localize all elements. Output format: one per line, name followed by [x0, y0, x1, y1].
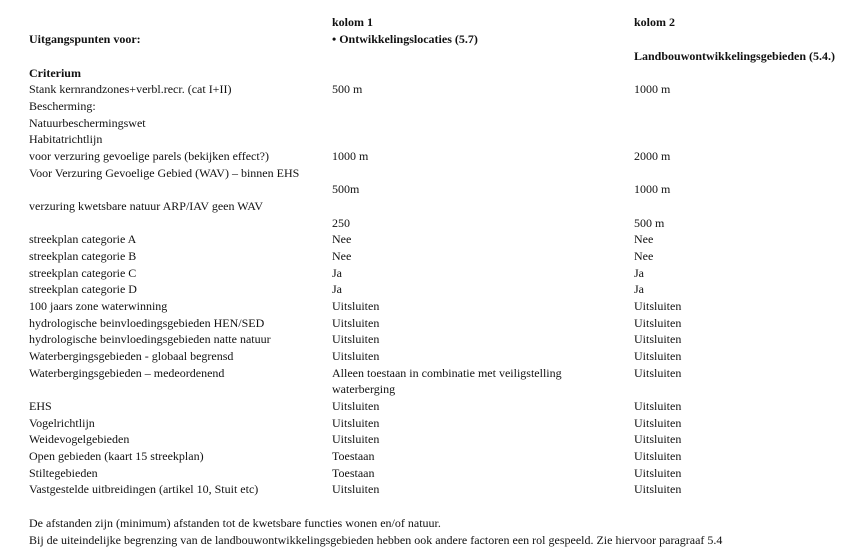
row-label: Stiltegebieden: [29, 466, 98, 480]
row-value-kolom1: Toestaan: [332, 449, 375, 463]
kolom2-heading: kolom 2: [634, 15, 676, 29]
row-value-kolom2: Nee: [634, 249, 654, 263]
row-value-kolom1: Nee: [332, 232, 352, 246]
row-value-kolom1: Uitsluiten: [332, 416, 380, 430]
row-label: Waterbergingsgebieden – medeordenend: [29, 366, 225, 380]
row-value-kolom2: Ja: [634, 266, 644, 280]
row-value-kolom2: Uitsluiten: [634, 399, 682, 413]
row-value-kolom2: Uitsluiten: [634, 349, 682, 363]
row-value-kolom2: Uitsluiten: [634, 299, 682, 313]
row-value-kolom1: Uitsluiten: [332, 332, 380, 346]
row-label: streekplan categorie A: [29, 232, 137, 246]
row-value-kolom1: Alleen toestaan in combinatie met veiligstelling: [332, 366, 562, 380]
row-label: Voor Verzuring Gevoelige Gebied (WAV) – binnen EHS: [29, 166, 300, 180]
row-value-kolom1: Uitsluiten: [332, 349, 380, 363]
row-value-kolom1: waterberging: [332, 382, 396, 396]
footnote: De afstanden zijn (minimum) afstanden tot de kwetsbare functies wonen en/of natuur.: [29, 516, 441, 530]
row-value-kolom1: Ja: [332, 282, 342, 296]
row-label: 100 jaars zone waterwinning: [29, 299, 168, 313]
row-label: Open gebieden (kaart 15 streekplan): [29, 449, 204, 463]
row-label: hydrologische beinvloedingsgebieden HEN/SED: [29, 316, 265, 330]
row-label: streekplan categorie C: [29, 266, 137, 280]
row-value-kolom1: 500 m: [332, 82, 363, 96]
row-value-kolom2: Uitsluiten: [634, 316, 682, 330]
row-value-kolom2: Ja: [634, 282, 644, 296]
row-value-kolom2: Uitsluiten: [634, 482, 682, 496]
row-label: EHS: [29, 399, 52, 413]
row-value-kolom1: Uitsluiten: [332, 482, 380, 496]
row-value-kolom2: Uitsluiten: [634, 466, 682, 480]
row-value-kolom1: Uitsluiten: [332, 316, 380, 330]
row-value-kolom1: Uitsluiten: [332, 299, 380, 313]
row-value-kolom2: Uitsluiten: [634, 332, 682, 346]
row-value-kolom2: 500 m: [634, 216, 665, 230]
row-value-kolom1: Ja: [332, 266, 342, 280]
row-value-kolom1: 1000 m: [332, 149, 369, 163]
row-value-kolom1: Uitsluiten: [332, 399, 380, 413]
row-label: streekplan categorie D: [29, 282, 137, 296]
row-label: Vogelrichtlijn: [29, 416, 95, 430]
row-label: Weidevogelgebieden: [29, 432, 130, 446]
row-label: Natuurbeschermingswet: [29, 116, 146, 130]
row-label: Waterbergingsgebieden - globaal begrensd: [29, 349, 234, 363]
row-value-kolom2: Uitsluiten: [634, 432, 682, 446]
row-label: Habitatrichtlijn: [29, 132, 103, 146]
row-value-kolom2: Uitsluiten: [634, 366, 682, 380]
criterium-heading: Criterium: [29, 66, 81, 80]
footnote: Bij de uiteindelijke begrenzing van de landbouwontwikkelingsgebieden hebben ook andere factoren een rol gespeeld. Zie hiervoor paragraaf 5.4: [29, 533, 723, 547]
kolom1-heading: kolom 1: [332, 15, 374, 29]
row-label: Vastgestelde uitbreidingen (artikel 10, Stuit etc): [29, 482, 259, 496]
row-value-kolom2: Uitsluiten: [634, 449, 682, 463]
row-label: streekplan categorie B: [29, 249, 137, 263]
row-value-kolom2: Uitsluiten: [634, 416, 682, 430]
row-label: verzuring kwetsbare natuur ARP/IAV geen WAV: [29, 199, 264, 213]
col1-subheading: • Ontwikkelingslocaties (5.7): [332, 32, 478, 46]
row-label: voor verzuring gevoelige parels (bekijken effect?): [29, 149, 269, 163]
row-value-kolom2: 2000 m: [634, 149, 671, 163]
row-value-kolom1: Uitsluiten: [332, 432, 380, 446]
row-value-kolom1: Nee: [332, 249, 352, 263]
row-value-kolom1: Toestaan: [332, 466, 375, 480]
row-value-kolom1: 500m: [332, 182, 360, 196]
row-label: Bescherming:: [29, 99, 96, 113]
col2-subheading: Landbouwontwikkelingsgebieden (5.4.): [634, 49, 836, 63]
row-label: hydrologische beinvloedingsgebieden natte natuur: [29, 332, 271, 346]
uitgangspunten-label: Uitgangspunten voor:: [29, 32, 141, 46]
row-value-kolom2: 1000 m: [634, 182, 671, 196]
row-value-kolom1: 250: [332, 216, 350, 230]
row-value-kolom2: Nee: [634, 232, 654, 246]
row-value-kolom2: 1000 m: [634, 82, 671, 96]
row-label: Stank kernrandzones+verbl.recr. (cat I+II): [29, 82, 232, 96]
